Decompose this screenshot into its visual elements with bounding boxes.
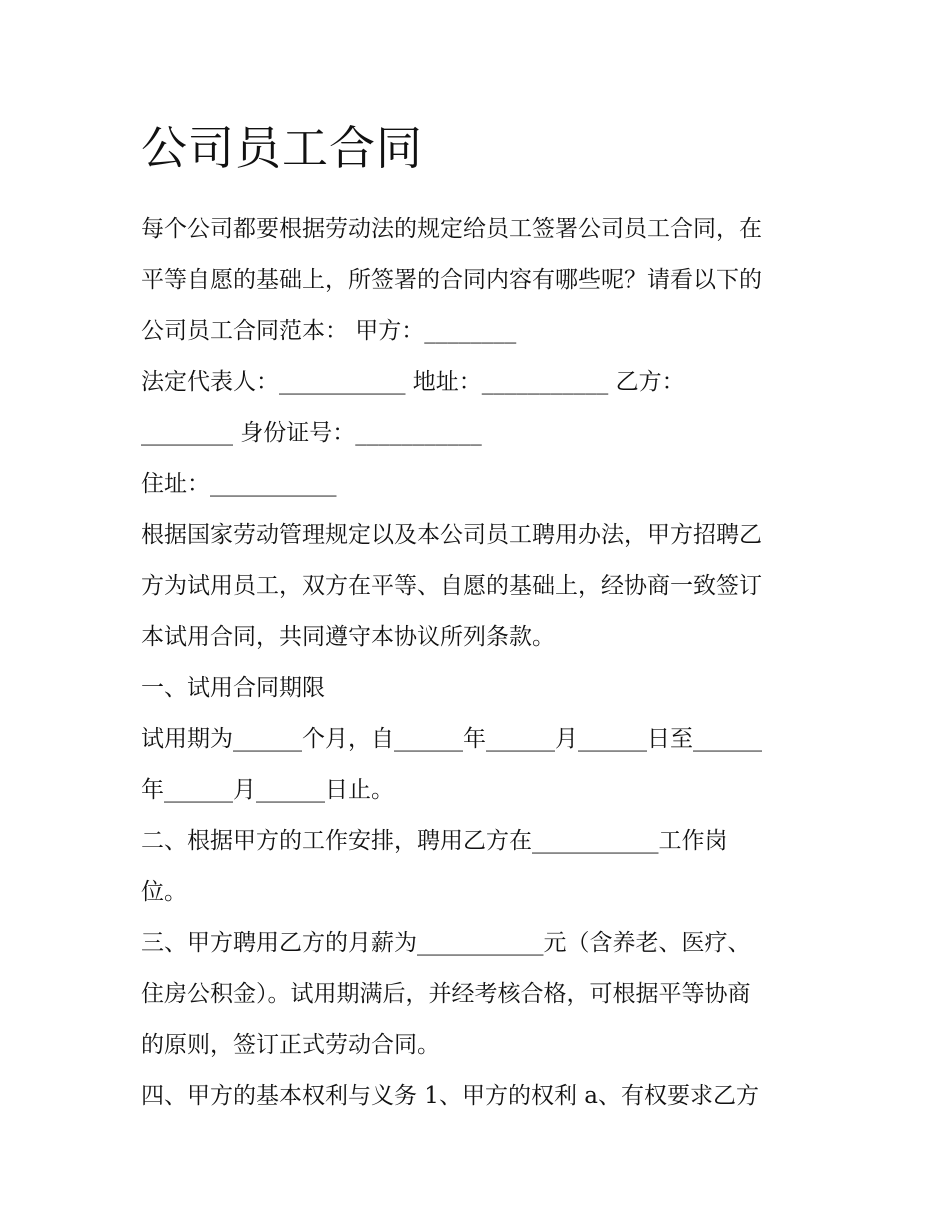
text-line: 平等自愿的基础上，所签署的合同内容有哪些呢？请看以下的 — [141, 267, 762, 293]
text-line: 本试用合同，共同遵守本协议所列条款。 — [141, 624, 555, 650]
text-line: 三、甲方聘用乙方的月薪为___________元（含养老、医疗、 — [141, 930, 751, 956]
text-line: 方为试用员工，双方在平等、自愿的基础上，经协商一致签订 — [141, 573, 762, 599]
text-line: ________ 身份证号：___________ — [141, 420, 482, 446]
text-line: 住房公积金）。试用期满后，并经考核合格，可根据平等协商 — [141, 981, 751, 1007]
text-line: 根据国家劳动管理规定以及本公司员工聘用办法，甲方招聘乙 — [141, 522, 762, 548]
text-line: 二、根据甲方的工作安排，聘用乙方在___________工作岗 — [141, 828, 728, 854]
text-line: 的原则，签订正式劳动合同。 — [141, 1032, 440, 1058]
document-page — [141, 110, 821, 1122]
section-heading: 一、试用合同期限 — [141, 675, 325, 701]
text-line: 公司员工合同范本： 甲方：________ — [141, 318, 517, 344]
text-line: 四、甲方的基本权利与义务 1、甲方的权利 a、有权要求乙方 — [141, 1083, 759, 1109]
text-line: 住址：___________ — [141, 471, 337, 497]
text-line: 每个公司都要根据劳动法的规定给员工签署公司员工合同，在 — [141, 216, 762, 242]
text-line: 试用期为______个月，自______年______月______日至______ — [141, 726, 762, 752]
text-line: 位。 — [141, 879, 187, 905]
text-line: 法定代表人：___________ 地址：___________ 乙方： — [141, 369, 685, 395]
document-title: 公司员工合同 — [141, 121, 423, 175]
text-line: 年______月______日止。 — [141, 777, 394, 803]
